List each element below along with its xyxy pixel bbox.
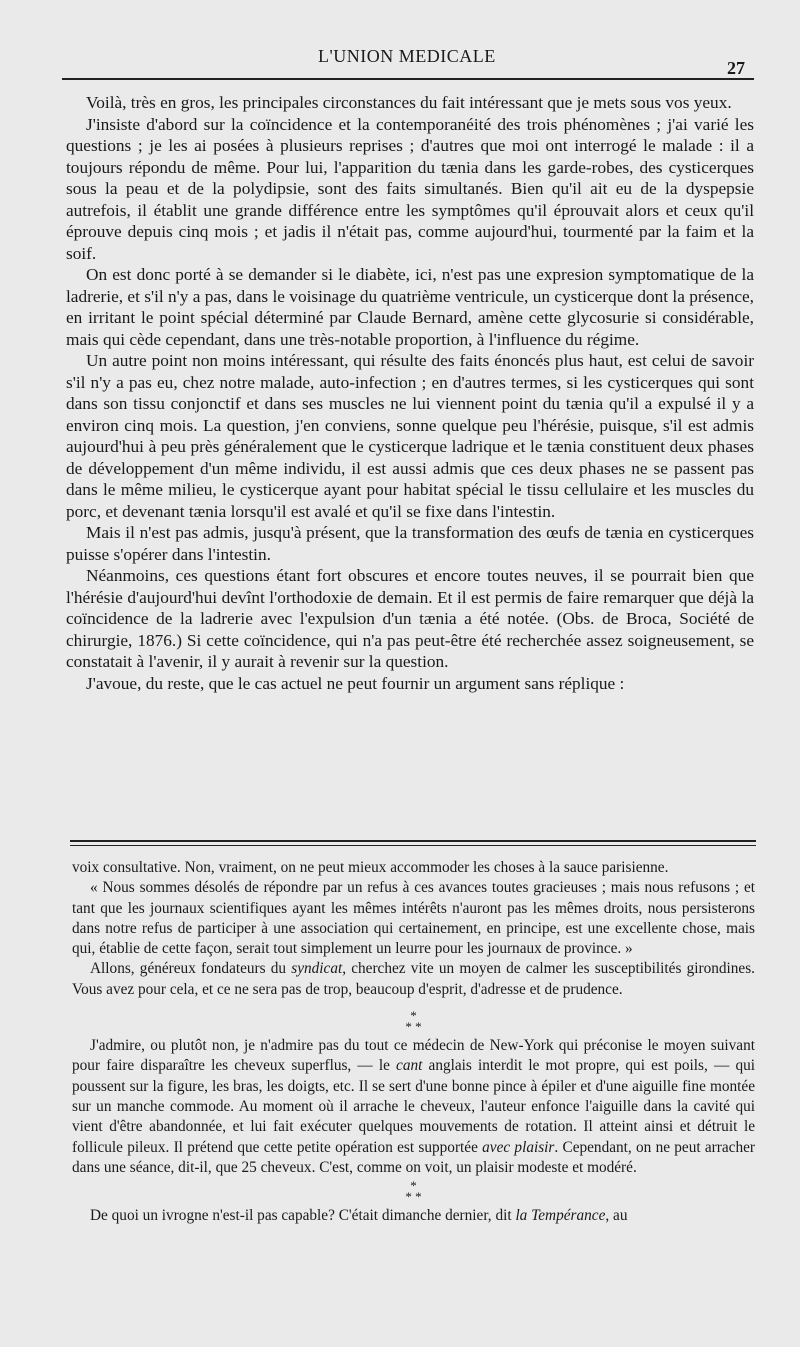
paragraph: J'avoue, du reste, que le cas actuel ne peut fournir un argument sans réplique : (86, 673, 625, 693)
text-run: . Cependant, on ne peut arracher dans une séance, dit-il, que 25 cheveux. C'est, comme on voit, un plaisir modeste et modéré. (72, 1138, 755, 1176)
italic-term: cant (396, 1057, 423, 1075)
asterism (72, 1008, 755, 1035)
italic-term: la Tempérance (515, 1207, 606, 1225)
text-run: Allons, généreux fondateurs du (90, 960, 292, 978)
feuilleton-paragraph (72, 1036, 755, 1178)
header-rule (62, 78, 754, 80)
asterism-top: * (410, 1178, 417, 1194)
asterism-bottom: * * (405, 1019, 422, 1035)
feuilleton-section (72, 858, 755, 1226)
asterism-bottom: * * (405, 1189, 422, 1205)
paragraph: Mais il n'est pas admis, jusqu'à présent, que la transformation des œufs de tænia en cysticerques puisse s'opérer dans l'intestin. (66, 523, 754, 564)
paragraph: J'insiste d'abord sur la coïncidence et la contemporanéité des trois phénomènes ; j'ai varié les questions ; je les ai posées à plusieurs reprises ; d'autres que moi ont interrogé le malade : il a toujours répondu de même. Pour lui, l'apparition du tænia dans les garde-robes, des cysticerques sous la peau et de la polydipsie, sont des faits simultanés. Bien qu'il ait eu de la dyspepsie autrefois, il établit une grande différence entre les symptômes qu'il éprouvait alors et ceux qu'il éprouve depuis cinq mois ; et jadis il n'était pas, comme aujourd'hui, tourmenté par la faim et la soif. (66, 114, 754, 263)
paragraph: Néanmoins, ces questions étant fort obscures et encore toutes neuves, il se pourrait bien que l'hérésie d'aujourd'hui devînt l'orthodoxie de demain. Et il est permis de faire remarquer que déjà la coïncidence de la ladrerie avec l'expulsion d'un tænia a été notée. (Obs. de Broca, Société de chirurgie, 1876.) Si cette coïncidence, qui n'a pas peut-être été recherchée assez soigneusement, se constatait à l'avenir, il y aurait à revenir sur la question. (66, 566, 754, 671)
feuilleton-paragraph (72, 959, 755, 1000)
text-run: J'admire, ou plutôt non, je n'admire pas du tout ce médecin de New-York qui préconise le moyen suivant pour faire disparaître les cheveux superflus, — le (72, 1037, 755, 1075)
asterism (72, 1178, 755, 1205)
feuilleton-paragraph: voix consultative. Non, vraiment, on ne peut mieux accommoder les choses à la sauce parisienne. (72, 859, 669, 876)
asterism-top: * (410, 1008, 417, 1024)
text-run: , au (605, 1207, 628, 1225)
text-run: De quoi un ivrogne n'est-il pas capable? C'était dimanche dernier, dit (90, 1207, 516, 1225)
paragraph: Un autre point non moins intéressant, qui résulte des faits énoncés plus haut, est celui de savoir s'il n'y a pas eu, chez notre malade, auto-infection ; en d'autres termes, si les cysticerques qui sont dans son tissu conjonctif et dans ses muscles ne lui viennent point du tænia qu'il a expulsé il y a environ cinq mois. La question, j'en conviens, sonne quelque peu l'hérésie, puisque, s'il est admis aujourd'hui à peu près généralement que le cysticerque ladrique et le tænia constituent deux phases de développement d'un même individu, il est aussi admis que ces deux phases ne se passent pas dans le même milieu, le cysticerque ayant pour habitat spécial le tissu cellulaire et les muscles du porc, et devenant tænia lorsqu'il est avalé et qu'il se fixe dans l'intestin. (66, 351, 754, 521)
text-run: , cherchez vite un moyen de calmer les susceptibilités girondines. Vous avez pour cela, et ce ne sera pas de trop, beaucoup d'esprit, d'adresse et de prudence. (72, 960, 755, 998)
italic-term: syndicat (291, 960, 343, 978)
page-number: 27 (727, 58, 745, 78)
page-header (0, 46, 800, 76)
feuilleton-paragraph: « Nous sommes désolés de répondre par un refus à ces avances toutes gracieuses ; mais nous refusons ; et tant que les journaux scientifiques ayant les mêmes intérêts n'auront pas les mêmes droits, nous persisterons dans notre refus de participer à une association qui certainement, en principe, est une excellente chose, mais qui, établie de cette façon, serait tout simplement un leurre pour les journaux de province. » (72, 879, 755, 958)
feuilleton-paragraph (72, 1206, 755, 1226)
main-article (66, 92, 754, 694)
feuilleton-separator (70, 840, 756, 846)
text-run: anglais interdit le mot propre, qui est poils, — qui poussent sur la figure, les bras, les doigts, etc. Il se sert d'une bonne pince à épiler et d'une aiguille fine montée sur un manche commode. Au moment où il arrache le cheveux, l'auteur enfonce l'aiguille dans la cavité qui vient d'être abandonnée, et lui fait exécuter quelques mouvements de rotation. Il atteint ainsi et détruit le follicule pileux. Il prétend que cette petite opération est supportée (72, 1057, 755, 1156)
paragraph: On est donc porté à se demander si le diabète, ici, n'est pas une expresion symptomatique de la ladrerie, et s'il n'y a pas, dans le voisinage du quatrième ventricule, un cysticerque dont la présence, en irritant le point spécial déterminé par Claude Bernard, amène cette glycosurie si considérable, mais qui cède cependant, dans une très-notable proportion, à l'influence du régime. (66, 265, 754, 349)
italic-term: avec plaisir (482, 1138, 555, 1156)
running-title: L'UNION MEDICALE (318, 46, 496, 66)
paragraph: Voilà, très en gros, les principales circonstances du fait intéressant que je mets sous vos yeux. (86, 93, 732, 112)
